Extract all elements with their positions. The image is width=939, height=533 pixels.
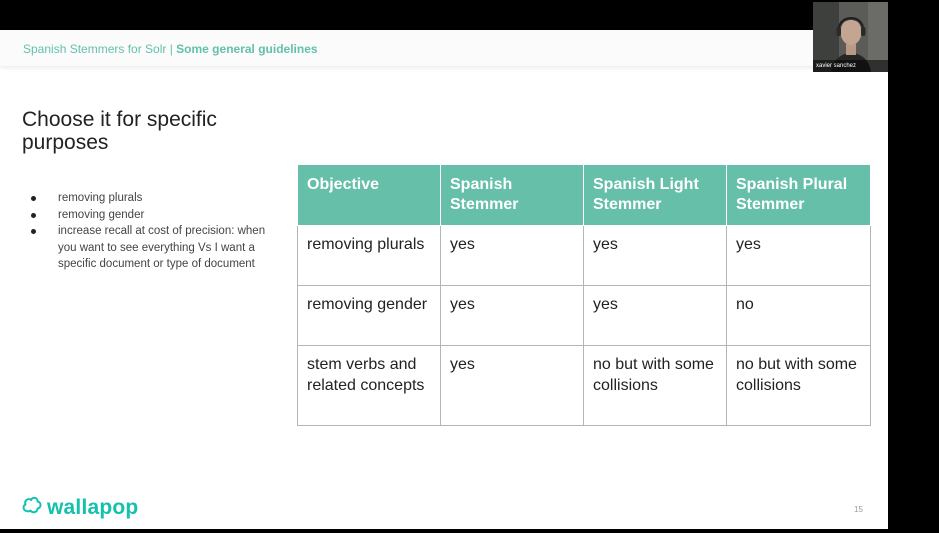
table-cell: no but with some collisions <box>727 346 871 426</box>
column-header-spanish-stemmer: Spanish Stemmer <box>441 165 584 226</box>
table-row <box>298 226 871 286</box>
slide-header <box>0 30 888 66</box>
table-cell: no but with some collisions <box>584 346 727 426</box>
logo-wordmark: wallapop <box>47 495 139 519</box>
table-row <box>298 346 871 426</box>
table-cell: yes <box>441 226 584 286</box>
bullet-item: removing gender <box>30 207 270 224</box>
table-cell: yes <box>584 286 727 346</box>
slide-header-title <box>23 42 318 56</box>
wallapop-logo <box>21 494 138 521</box>
table-cell: removing plurals <box>298 226 441 286</box>
header-title-section: Some general guidelines <box>176 42 318 56</box>
table-row <box>298 286 871 346</box>
table-cell: yes <box>441 346 584 426</box>
table-header-row <box>298 165 871 226</box>
slide-heading: Choose it for specific purposes <box>22 108 217 154</box>
table-cell: yes <box>584 226 727 286</box>
video-call-top-bar <box>0 0 939 30</box>
bullet-list <box>30 190 270 273</box>
slide-page-number: 15 <box>854 505 863 514</box>
webcam-thumbnail[interactable] <box>813 2 888 72</box>
table-cell: stem verbs and related concepts <box>298 346 441 426</box>
bullet-item: increase recall at cost of precision: when you want to see everything Vs I want a specific document or type of document <box>30 223 270 273</box>
table-cell: no <box>727 286 871 346</box>
video-call-bottom-bar <box>0 529 939 533</box>
column-header-spanish-plural-stemmer: Spanish Plural Stemmer <box>727 165 871 226</box>
presentation-slide <box>0 30 888 529</box>
header-title-prefix: Spanish Stemmers for Solr | <box>23 42 177 56</box>
column-header-spanish-light-stemmer: Spanish Light Stemmer <box>584 165 727 226</box>
bullet-item: removing plurals <box>30 190 270 207</box>
wallapop-logo-icon <box>21 494 43 521</box>
stemmer-comparison-table <box>297 164 871 426</box>
table-cell: yes <box>727 226 871 286</box>
table-cell: yes <box>441 286 584 346</box>
participant-name-label: xavier sanchez <box>813 60 888 72</box>
column-header-objective: Objective <box>298 165 441 226</box>
video-call-right-bar <box>888 0 939 533</box>
table-cell: removing gender <box>298 286 441 346</box>
